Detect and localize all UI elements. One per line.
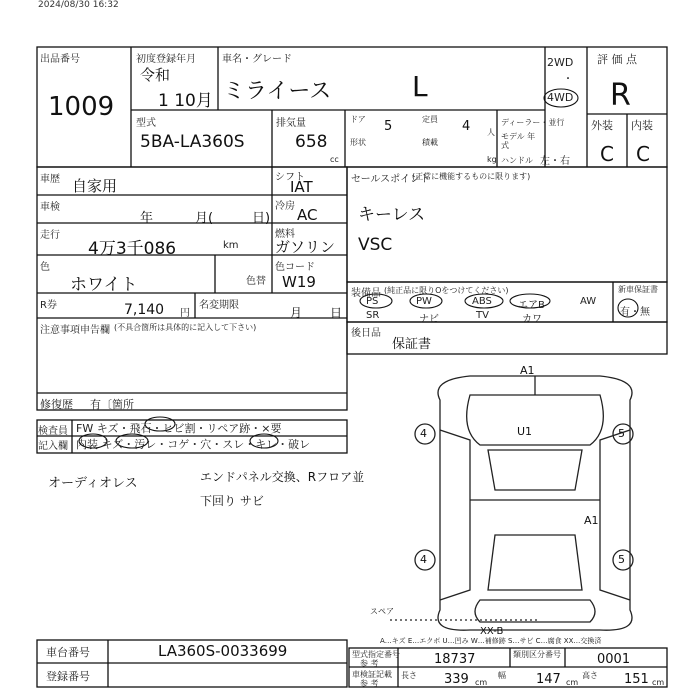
era: 令和: [140, 66, 171, 84]
warranty-label: 新車保証書: [618, 285, 658, 294]
displacement-label: 排気量: [276, 118, 306, 129]
capacity-unit: 人: [487, 128, 495, 137]
equip-leather: カワ: [522, 314, 542, 325]
handle-value: 左・右: [540, 156, 570, 167]
ref-label-1: 参 考: [360, 659, 379, 668]
rating-label: 評 価 点: [597, 53, 637, 66]
equip-aw: AW: [580, 296, 597, 307]
inspector-comment-1: オーディオレス: [48, 476, 138, 491]
car-name: ミライース: [223, 79, 332, 104]
diagram-mark-lr-wheel: 4: [420, 553, 427, 566]
type-value: 5BA-LA360S: [140, 132, 245, 152]
chassis-label: 車台番号: [46, 646, 90, 659]
car-diagram: [390, 376, 633, 630]
recycle-label: R券: [40, 300, 57, 311]
lot-number: 1009: [48, 92, 115, 122]
equip-navi: ナビ: [419, 314, 439, 325]
ac-label: 冷房: [275, 201, 295, 212]
interior-value: C: [636, 142, 650, 166]
load-label: 積載: [422, 138, 438, 147]
model-year-label: モデル 年式: [501, 132, 536, 150]
equip-pw: PW: [416, 296, 432, 307]
exterior-label: 外装: [591, 119, 613, 132]
reg-label: 登録番号: [46, 670, 90, 683]
drive-4wd: 4WD: [547, 91, 574, 104]
mileage-value: 4万3千086: [88, 239, 177, 259]
rating-value: R: [610, 78, 631, 113]
inspection-label: 車検: [40, 202, 60, 213]
inspection-year: 年: [140, 211, 154, 226]
first-reg-label: 初度登録年月: [136, 54, 196, 65]
mileage-unit: km: [223, 240, 239, 251]
history-label: 車歴: [40, 174, 60, 185]
warranty-value: 有・無: [620, 307, 650, 318]
handle-label: ハンドル: [501, 156, 533, 165]
name-change-month: 月: [290, 306, 303, 320]
recycle-unit: 円: [180, 308, 190, 319]
color-label: 色: [40, 262, 50, 273]
length-value: 339: [444, 672, 469, 687]
diagram-mark-spare: スペア: [370, 607, 394, 616]
first-reg-value: 1 10月: [158, 91, 213, 111]
displacement-unit: cc: [330, 155, 339, 164]
diagram-mark-right-side: A1: [584, 514, 599, 527]
sales-points-label: セールスポイント: [351, 174, 431, 185]
equip-airbag: エアB: [518, 300, 545, 311]
sales-point-1: キーレス: [358, 205, 426, 225]
width-label: 幅: [498, 671, 506, 680]
dealer-label: ディーラー・並行: [501, 118, 565, 127]
diagram-mark-front: A1: [520, 364, 535, 377]
name-change-label: 名変期限: [199, 300, 239, 311]
lot-label: 出品番号: [40, 54, 80, 65]
sales-point-2: VSC: [358, 235, 393, 255]
exterior-value: C: [600, 142, 614, 166]
history-value: 自家用: [72, 177, 118, 195]
length-label: 長さ: [401, 671, 417, 680]
interior-label: 内装: [631, 119, 653, 132]
capacity-value: 4: [462, 119, 471, 134]
notes-sub: (不具合箇所は具体的に記入して下さい): [114, 323, 257, 332]
grade: L: [412, 70, 428, 103]
mileage-label: 走行: [40, 230, 60, 241]
ref-label-2: 参 考: [360, 679, 379, 688]
color-value: ホワイト: [70, 275, 138, 295]
type-label: 型式: [136, 118, 156, 129]
repair-label: 修復歴: [40, 398, 73, 411]
name-change-day: 日: [330, 306, 343, 320]
diagram-mark-hood: U1: [517, 425, 533, 438]
equip-abs: ABS: [472, 296, 492, 307]
inspector-label-2: 記入欄: [38, 441, 68, 452]
color-change-label: 色替: [246, 276, 266, 287]
inspection-day: 日): [252, 211, 271, 226]
diagram-mark-rr-wheel: 5: [618, 553, 625, 566]
equip-ps: PS: [366, 296, 379, 307]
inspector-comment-3: 下回り サビ: [200, 494, 264, 508]
ac-value: AC: [297, 206, 318, 224]
drive-2wd: 2WD: [547, 56, 574, 69]
model-grade-label: 車名・グレード: [222, 54, 292, 65]
timestamp: 2024/08/30 16:32: [38, 0, 119, 10]
body-shape-label: 形状: [350, 138, 366, 147]
capacity-label: 定員: [422, 115, 438, 124]
inspector-comment-2: エンドパネル交換、Rフロア並: [200, 470, 365, 484]
inspector-row-2: 内装 キズ・汚レ・コゲ・穴・スレ・キレ・破レ: [76, 438, 311, 451]
recycle-value: 7,140: [124, 302, 165, 318]
door-label: ドア: [350, 115, 366, 124]
type-designation-label: 型式指定番号: [352, 650, 400, 659]
class-label: 類別区分番号: [513, 650, 561, 659]
width-unit: cm: [566, 678, 579, 687]
after-items-label: 後日品: [351, 328, 381, 339]
width-value: 147: [536, 672, 561, 687]
sales-points-note: (正常に機能するものに限ります): [412, 172, 531, 181]
inspector-label-1: 検査員: [38, 426, 68, 437]
type-designation-value: 18737: [434, 652, 476, 667]
color-code-value: W19: [282, 273, 316, 291]
equip-sr: SR: [366, 310, 380, 321]
displacement-value: 658: [295, 132, 328, 152]
length-unit: cm: [475, 678, 488, 687]
color-code-label: 色コード: [275, 262, 315, 273]
diagram-mark-rf-wheel: 5: [618, 427, 625, 440]
chassis-value: LA360S-0033699: [158, 642, 288, 660]
inspection-month: 月(: [195, 211, 214, 226]
height-unit: cm: [652, 678, 665, 687]
load-unit: kg: [487, 155, 497, 164]
inspector-row-1: FW キズ・飛石・ヒビ割・リペア跡・×要: [76, 422, 282, 435]
fuel-label: 燃料: [275, 229, 295, 240]
shift-value: IAT: [290, 178, 313, 196]
after-items-value: 保証書: [392, 337, 432, 352]
shift-label: シフト: [275, 172, 305, 183]
height-label: 高さ: [582, 671, 598, 680]
diagram-mark-lf-wheel: 4: [420, 427, 427, 440]
repair-value: 有〔箇所: [90, 398, 134, 411]
drive-sep: ・: [563, 74, 573, 85]
fuel-value: ガソリン: [275, 238, 336, 256]
notes-label: 注意事項申告欄: [40, 325, 110, 336]
equipment-label: 装備品: [351, 288, 381, 299]
diagram-legend: A…キズ E…エクボ U…凹み W…補修跡 S…サビ C…腐食 XX…交換済: [380, 637, 602, 645]
equipment-note: (純正品に限りOをつけてください): [384, 286, 509, 295]
equip-tv: TV: [476, 310, 489, 321]
door-value: 5: [384, 119, 393, 134]
dims-label: 車検証記載: [352, 670, 392, 679]
height-value: 151: [624, 672, 649, 687]
diagram-mark-rear: XX-B: [480, 626, 504, 637]
class-value: 0001: [597, 652, 631, 667]
